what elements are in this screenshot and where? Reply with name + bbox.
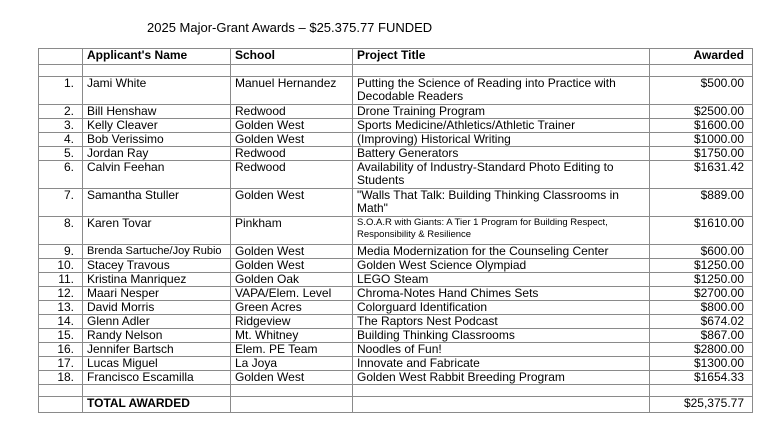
row-number: 6.	[39, 161, 83, 189]
table-row	[39, 147, 753, 161]
school-name: Golden West	[231, 133, 353, 147]
row-number: 17.	[39, 357, 83, 371]
blank-cell	[231, 397, 353, 413]
awarded-amount: $674.02	[650, 315, 753, 329]
row-number: 18.	[39, 371, 83, 385]
awarded-amount: $2500.00	[650, 105, 753, 119]
header-project-title: Project Title	[353, 49, 650, 65]
blank-cell	[650, 65, 753, 77]
row-number: 11.	[39, 273, 83, 287]
project-title: Innovate and Fabricate	[353, 357, 650, 371]
blank-cell	[39, 65, 83, 77]
project-title: Golden West Science Olympiad	[353, 259, 650, 273]
applicant-name: Stacey Travous	[83, 259, 231, 273]
row-number: 14.	[39, 315, 83, 329]
applicant-name: Jordan Ray	[83, 147, 231, 161]
awarded-amount: $1600.00	[650, 119, 753, 133]
applicant-name: Bob Verissimo	[83, 133, 231, 147]
blank-row	[39, 385, 753, 397]
blank-cell	[353, 397, 650, 413]
awarded-amount: $800.00	[650, 301, 753, 315]
awarded-amount: $1250.00	[650, 273, 753, 287]
awarded-amount: $2700.00	[650, 287, 753, 301]
school-name: Mt. Whitney	[231, 329, 353, 343]
header-applicant-name: Applicant's Name	[83, 49, 231, 65]
row-number: 15.	[39, 329, 83, 343]
applicant-name: David Morris	[83, 301, 231, 315]
row-number: 2.	[39, 105, 83, 119]
header-row	[39, 49, 753, 65]
table-row	[39, 217, 753, 245]
school-name: Redwood	[231, 147, 353, 161]
applicant-name: Kelly Cleaver	[83, 119, 231, 133]
awarded-amount: $1000.00	[650, 133, 753, 147]
project-title: Noodles of Fun!	[353, 343, 650, 357]
blank-cell	[39, 385, 83, 397]
row-number: 13.	[39, 301, 83, 315]
applicant-name: Jami White	[83, 77, 231, 105]
blank-cell	[83, 385, 231, 397]
applicant-name: Randy Nelson	[83, 329, 231, 343]
blank-cell	[353, 385, 650, 397]
school-name: Elem. PE Team	[231, 343, 353, 357]
table-row	[39, 119, 753, 133]
applicant-name: Samantha Stuller	[83, 189, 231, 217]
awarded-amount: $500.00	[650, 77, 753, 105]
table-row	[39, 287, 753, 301]
awarded-amount: $1750.00	[650, 147, 753, 161]
table-row	[39, 161, 753, 189]
applicant-name: Karen Tovar	[83, 217, 231, 245]
awarded-amount: $1610.00	[650, 217, 753, 245]
table-row	[39, 371, 753, 385]
row-number: 3.	[39, 119, 83, 133]
blank-cell	[39, 397, 83, 413]
project-title: Battery Generators	[353, 147, 650, 161]
project-title: Sports Medicine/Athletics/Athletic Trainer	[353, 119, 650, 133]
project-title: The Raptors Nest Podcast	[353, 315, 650, 329]
blank-cell	[231, 385, 353, 397]
row-number: 7.	[39, 189, 83, 217]
project-title: "Walls That Talk: Building Thinking Classrooms in Math"	[353, 189, 650, 217]
header-awarded: Awarded	[650, 49, 753, 65]
row-number: 1.	[39, 77, 83, 105]
applicant-name: Francisco Escamilla	[83, 371, 231, 385]
applicant-name: Calvin Feehan	[83, 161, 231, 189]
project-title: Golden West Rabbit Breeding Program	[353, 371, 650, 385]
school-name: Golden West	[231, 189, 353, 217]
blank-cell	[83, 65, 231, 77]
applicant-name: Bill Henshaw	[83, 105, 231, 119]
grant-awards-table	[38, 48, 753, 413]
project-title: Chroma-Notes Hand Chimes Sets	[353, 287, 650, 301]
document-title: 2025 Major-Grant Awards – $25.375.77 FUNDED	[147, 20, 433, 35]
total-row	[39, 397, 753, 413]
applicant-name: Lucas Miguel	[83, 357, 231, 371]
table-row	[39, 315, 753, 329]
school-name: La Joya	[231, 357, 353, 371]
school-name: VAPA/Elem. Level	[231, 287, 353, 301]
row-number: 12.	[39, 287, 83, 301]
row-number: 5.	[39, 147, 83, 161]
blank-cell	[231, 65, 353, 77]
awarded-amount: $867.00	[650, 329, 753, 343]
table-row	[39, 133, 753, 147]
project-title: LEGO Steam	[353, 273, 650, 287]
project-title: Drone Training Program	[353, 105, 650, 119]
header-num	[39, 49, 83, 65]
school-name: Redwood	[231, 161, 353, 189]
school-name: Redwood	[231, 105, 353, 119]
table-row	[39, 77, 753, 105]
row-number: 4.	[39, 133, 83, 147]
table-row	[39, 357, 753, 371]
blank-row	[39, 65, 753, 77]
row-number: 9.	[39, 245, 83, 259]
table-row	[39, 259, 753, 273]
total-label: TOTAL AWARDED	[83, 397, 231, 413]
project-title: S.O.A.R with Giants: A Tier 1 Program for Building Respect, Responsibility & Resilience	[353, 217, 650, 245]
table-row	[39, 105, 753, 119]
table-row	[39, 343, 753, 357]
school-name: Golden Oak	[231, 273, 353, 287]
row-number: 10.	[39, 259, 83, 273]
school-name: Green Acres	[231, 301, 353, 315]
table-row	[39, 301, 753, 315]
applicant-name: Brenda Sartuche/Joy Rubio	[83, 245, 231, 259]
school-name: Pinkham	[231, 217, 353, 245]
blank-cell	[353, 65, 650, 77]
applicant-name: Kristina Manriquez	[83, 273, 231, 287]
row-number: 8.	[39, 217, 83, 245]
applicant-name: Maari Nesper	[83, 287, 231, 301]
awarded-amount: $1631.42	[650, 161, 753, 189]
table-row	[39, 329, 753, 343]
school-name: Manuel Hernandez	[231, 77, 353, 105]
school-name: Golden West	[231, 259, 353, 273]
awarded-amount: $600.00	[650, 245, 753, 259]
project-title: Media Modernization for the Counseling Center	[353, 245, 650, 259]
table-row	[39, 245, 753, 259]
school-name: Golden West	[231, 245, 353, 259]
awarded-amount: $1654.33	[650, 371, 753, 385]
total-amount: $25,375.77	[650, 397, 753, 413]
school-name: Golden West	[231, 371, 353, 385]
school-name: Golden West	[231, 119, 353, 133]
project-title: (Improving) Historical Writing	[353, 133, 650, 147]
awarded-amount: $889.00	[650, 189, 753, 217]
project-title: Availability of Industry-Standard Photo Editing to Students	[353, 161, 650, 189]
awarded-amount: $2800.00	[650, 343, 753, 357]
project-title: Putting the Science of Reading into Practice with Decodable Readers	[353, 77, 650, 105]
table-row	[39, 273, 753, 287]
applicant-name: Jennifer Bartsch	[83, 343, 231, 357]
header-school: School	[231, 49, 353, 65]
applicant-name: Glenn Adler	[83, 315, 231, 329]
awarded-amount: $1250.00	[650, 259, 753, 273]
blank-cell	[650, 385, 753, 397]
project-title: Building Thinking Classrooms	[353, 329, 650, 343]
project-title: Colorguard Identification	[353, 301, 650, 315]
row-number: 16.	[39, 343, 83, 357]
school-name: Ridgeview	[231, 315, 353, 329]
table-row	[39, 189, 753, 217]
awarded-amount: $1300.00	[650, 357, 753, 371]
